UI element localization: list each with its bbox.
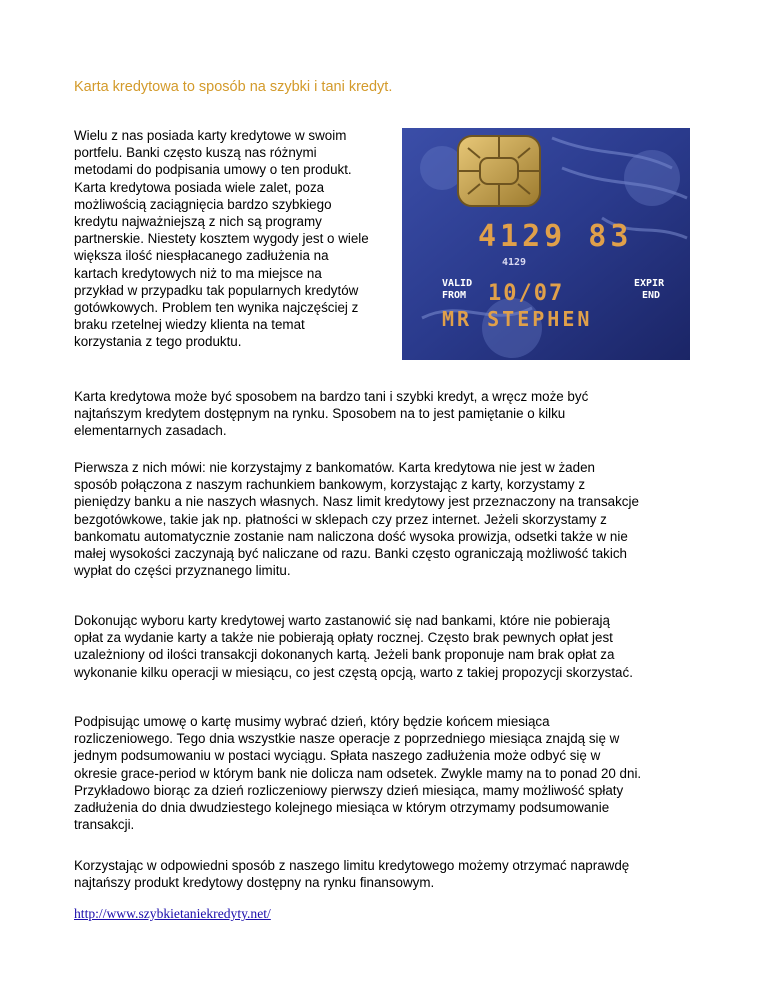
website-link[interactable]: http://www.szybkietaniekredyty.net/ (74, 906, 271, 921)
card-chip-icon (458, 136, 540, 206)
paragraph-3: Pierwsza z nich mówi: nie korzystajmy z bankomatów. Karta kredytowa nie jest w żaden sposób połączona z naszym rachunkiem bankowym, korzystając z karty, korzystamy z pieniędzy banku a nie naszych własnych. Nasz limit kredytowy jest przeznaczony na transakcje bezgotówkowe, takie jak np. płatności w sklepach czy przez internet. Jeżeli skorzystamy z bankomatu automatycznie zostanie nam naliczona dość wysoka prowizja, odsetki także w nie małej wysokości zaczynają być naliczane od razu. Banki często ograniczają możliwość takich wypłat do części przyznanego limitu. (74, 460, 639, 579)
paragraph-5: Podpisując umowę o kartę musimy wybrać dzień, który będzie końcem miesiąca rozliczeniowego. Tego dnia wszystkie nasze operacje z poprzedniego miesiąca znajdą się w jednym podsumowaniu w postaci wyciągu. Spłata naszego zadłużenia może odbyć się w okresie grace-period w którym bank nie dolicza nam odsetek. Zwykle mamy na to ponad 20 dni. Przykładowo biorąc za dzień rozliczeniowy pierwszy dzień miesiąca, mamy możliwość spłaty zadłużenia do dnia dwudziestego kolejnego miesiąca w którym otrzymamy podsumowanie transakcji. (74, 714, 642, 833)
card-valid-label-1: VALID (442, 278, 473, 289)
card-expir-label-1: EXPIR (634, 278, 665, 289)
card-expir-label-2: END (642, 290, 661, 301)
paragraph-4: Dokonując wyboru karty kredytowej warto zastanowić się nad bankami, które nie pobierają opłat za wydanie karty a także nie pobierają opłaty rocznej. Często brak pewnych opłat jest uzależniony od ilości transakcji dokonanych kartą. Jeżeli bank proponuje nam brak opłat za wykonanie kilku operacji w miesiącu, co jest częstą opcją, warto z takiej propozycji skorzystać. (74, 613, 633, 680)
card-holder-text: MR STEPHEN (442, 307, 593, 331)
card-valid-label-2: FROM (442, 290, 467, 301)
credit-card-illustration (402, 128, 690, 360)
document-title: Karta kredytowa to sposób na szybki i tani kredyt. (74, 79, 393, 95)
card-date-text: 10/07 (488, 281, 565, 306)
paragraph-2: Karta kredytowa może być sposobem na bardzo tani i szybki kredyt, a wręcz może być najtańszym kredytem dostępnym na rynku. Sposobem na to jest pamiętanie o kilku elementarnych zasadach. (74, 389, 589, 439)
card-number-text: 4129 83 (478, 219, 633, 254)
card-small-number-text: 4129 (502, 257, 527, 268)
paragraph-1: Wielu z nas posiada karty kredytowe w swoim portfelu. Banki często kuszą nas różnymi metodami do podpisania umowy o ten produkt. Karta kredytowa posiada wiele zalet, poza możliwością zaciągnięcia bardzo szybkiego kredytu najważniejszą z nich są programy partnerskie. Niestety kosztem wygody jest o wiele większa ilość niespłacanego zadłużenia na kartach kredytowych niż to ma miejsce na przykład w przypadku tak popularnych kredytów gotówkowych. Problem ten wynika najczęściej z braku rzetelnej wiedzy klienta na temat korzystania z tego produktu. (74, 128, 369, 350)
paragraph-6: Korzystając w odpowiedni sposób z naszego limitu kredytowego możemy otrzymać naprawdę najtańszy produkt kredytowy dostępny na rynku finansowym. (74, 858, 630, 891)
credit-card-image (402, 128, 690, 360)
